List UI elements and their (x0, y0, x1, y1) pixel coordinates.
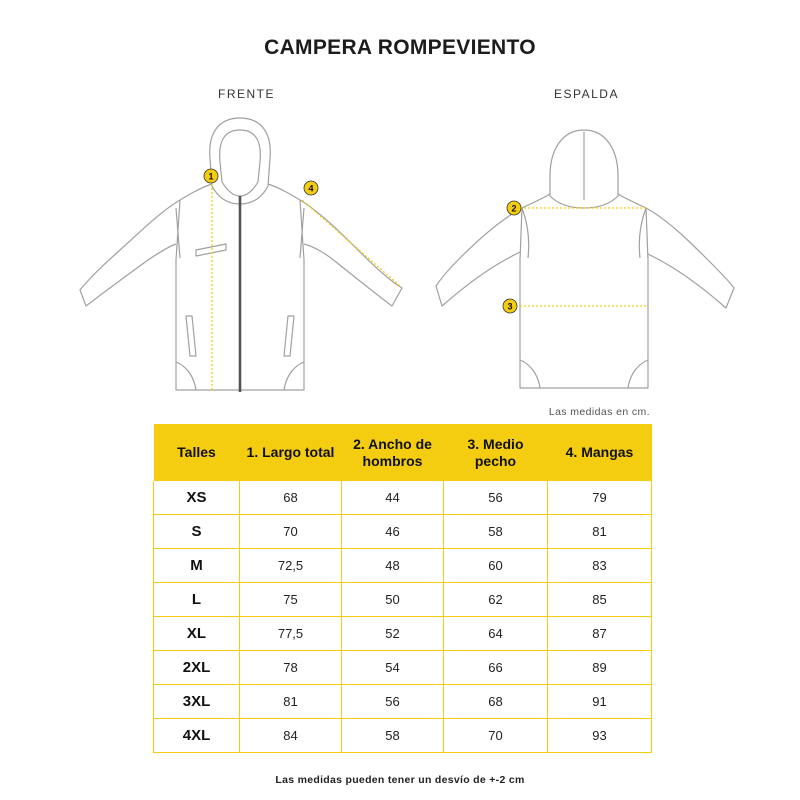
table-cell: 79 (548, 481, 652, 515)
table-cell: 91 (548, 685, 652, 719)
size-cell: XL (154, 617, 240, 651)
table-row (154, 651, 652, 685)
badge-4 (304, 181, 318, 195)
sleeve-measure-line (302, 200, 400, 286)
table-cell: 72,5 (240, 549, 342, 583)
size-table (153, 424, 652, 753)
table-row (154, 719, 652, 753)
size-cell: 2XL (154, 651, 240, 685)
table-cell: 62 (444, 583, 548, 617)
back-view-label: ESPALDA (554, 87, 619, 101)
size-cell: XS (154, 481, 240, 515)
table-cell: 64 (444, 617, 548, 651)
table-cell: 83 (548, 549, 652, 583)
badge-1-label: 1 (208, 171, 214, 182)
table-row (154, 481, 652, 515)
table-cell: 81 (548, 515, 652, 549)
table-cell: 81 (240, 685, 342, 719)
table-cell: 58 (444, 515, 548, 549)
header-medio-pecho: 3. Medio pecho (444, 424, 548, 481)
badge-2 (507, 201, 521, 215)
table-row (154, 515, 652, 549)
size-cell: S (154, 515, 240, 549)
table-cell: 54 (342, 651, 444, 685)
table-row (154, 549, 652, 583)
badge-4-label: 4 (308, 183, 314, 194)
table-cell: 89 (548, 651, 652, 685)
table-cell: 52 (342, 617, 444, 651)
table-cell: 78 (240, 651, 342, 685)
size-table-header (154, 424, 652, 481)
table-cell: 68 (444, 685, 548, 719)
size-cell: 4XL (154, 719, 240, 753)
table-cell: 60 (444, 549, 548, 583)
table-cell: 44 (342, 481, 444, 515)
table-cell: 75 (240, 583, 342, 617)
badge-2-label: 2 (511, 203, 517, 214)
table-cell: 48 (342, 549, 444, 583)
badge-3-label: 3 (507, 301, 513, 312)
table-cell: 93 (548, 719, 652, 753)
table-row (154, 583, 652, 617)
table-cell: 70 (444, 719, 548, 753)
badge-3 (503, 299, 517, 313)
garment-diagram (0, 100, 800, 400)
size-cell: 3XL (154, 685, 240, 719)
size-cell: L (154, 583, 240, 617)
front-view-label: FRENTE (218, 87, 275, 101)
table-cell: 56 (342, 685, 444, 719)
table-cell: 87 (548, 617, 652, 651)
table-cell: 66 (444, 651, 548, 685)
header-largo-total: 1. Largo total (240, 424, 342, 481)
table-cell: 46 (342, 515, 444, 549)
tolerance-note: Las medidas pueden tener un desvío de +-2 cm (275, 774, 525, 786)
page-title: CAMPERA ROMPEVIENTO (264, 36, 536, 59)
table-cell: 68 (240, 481, 342, 515)
table-cell: 58 (342, 719, 444, 753)
header-ancho-hombros: 2. Ancho de hombros (342, 424, 444, 481)
badge-1 (204, 169, 218, 183)
units-note: Las medidas en cm. (548, 406, 650, 418)
table-cell: 70 (240, 515, 342, 549)
back-jacket-illustration (436, 130, 734, 388)
table-cell: 56 (444, 481, 548, 515)
size-cell: M (154, 549, 240, 583)
table-cell: 77,5 (240, 617, 342, 651)
table-cell: 50 (342, 583, 444, 617)
table-row (154, 617, 652, 651)
header-mangas: 4. Mangas (548, 424, 652, 481)
table-cell: 85 (548, 583, 652, 617)
table-cell: 84 (240, 719, 342, 753)
table-row (154, 685, 652, 719)
header-talles: Talles (154, 424, 240, 481)
